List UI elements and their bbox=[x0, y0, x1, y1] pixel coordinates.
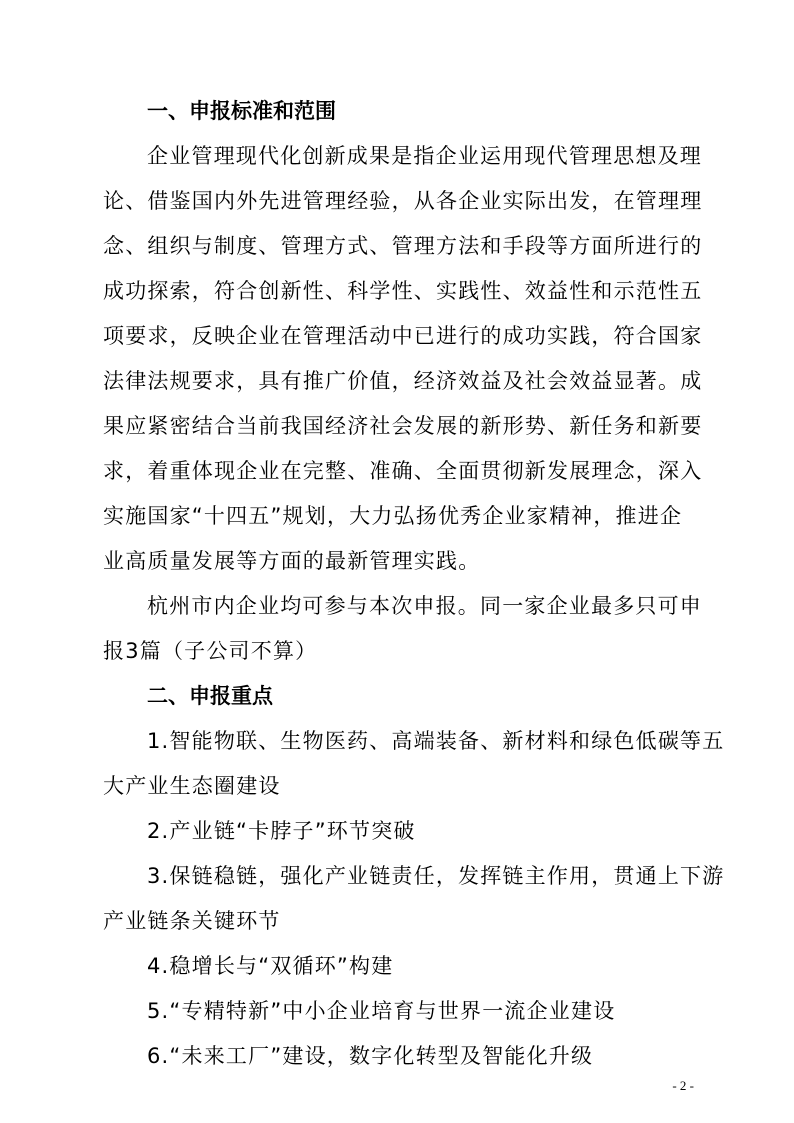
paragraph-line: 企业管理现代化创新成果是指企业运用现代管理思想及理 bbox=[147, 144, 702, 168]
paragraph-line: 项要求，反映企业在管理活动中已进行的成功实践，符合国家 bbox=[103, 324, 703, 348]
paragraph-line: 业高质量发展等方面的最新管理实践。 bbox=[103, 549, 481, 573]
list-item-2: 2.产业链“卡脖子”环节突破 bbox=[147, 819, 416, 843]
list-item-1: 1.智能物联、生物医药、高端装备、新材料和绿色低碳等五 bbox=[147, 729, 725, 753]
paragraph-line: 念、组织与制度、管理方式、管理方法和手段等方面所进行的 bbox=[103, 234, 703, 258]
section-heading-standards-scope: 一、申报标准和范围 bbox=[147, 99, 336, 123]
paragraph-line: 求，着重体现企业在完整、准确、全面贯彻新发展理念，深入 bbox=[103, 459, 703, 483]
list-item-3-continuation: 产业链条关键环节 bbox=[103, 909, 281, 933]
paragraph-line: 法律法规要求，具有推广价值，经济效益及社会效益显著。成 bbox=[103, 369, 703, 393]
list-item-4: 4.稳增长与“双循环”构建 bbox=[147, 954, 394, 978]
paragraph-line: 报3篇（子公司不算） bbox=[103, 639, 318, 663]
paragraph-line: 果应紧密结合当前我国经济社会发展的新形势、新任务和新要 bbox=[103, 414, 703, 438]
list-item-6: 6.“未来工厂”建设，数字化转型及智能化升级 bbox=[147, 1044, 594, 1068]
page-number: - 2 - bbox=[672, 1078, 694, 1093]
paragraph-line: 论、借鉴国内外先进管理经验，从各企业实际出发，在管理理 bbox=[103, 189, 703, 213]
paragraph-line: 实施国家“十四五”规划，大力弘扬优秀企业家精神，推进企 bbox=[103, 504, 683, 528]
paragraph-line: 成功探索，符合创新性、科学性、实践性、效益性和示范性五 bbox=[103, 279, 703, 303]
list-item-1-continuation: 大产业生态圈建设 bbox=[103, 774, 281, 798]
list-item-3: 3.保链稳链，强化产业链责任，发挥链主作用，贯通上下游 bbox=[147, 864, 725, 888]
list-item-5: 5.“专精特新”中小企业培育与世界一流企业建设 bbox=[147, 999, 616, 1023]
paragraph-line: 杭州市内企业均可参与本次申报。同一家企业最多只可申 bbox=[147, 594, 702, 618]
section-heading-key-points: 二、申报重点 bbox=[147, 684, 273, 708]
